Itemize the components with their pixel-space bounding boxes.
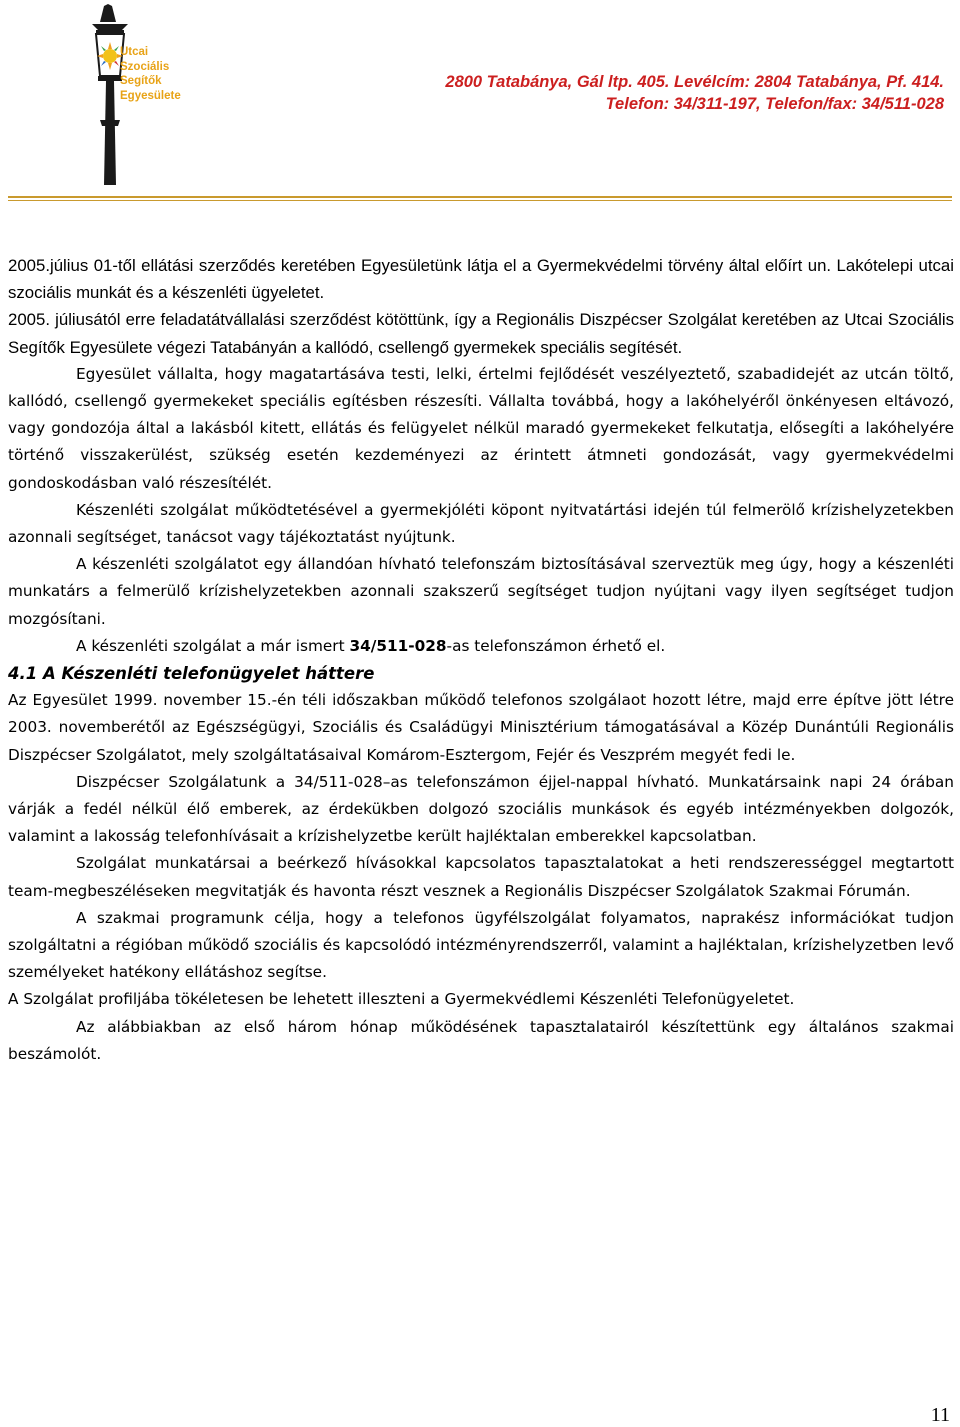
organization-name	[120, 45, 230, 103]
paragraph: Szolgálat munkatársai a beérkező hívásokkal kapcsolatos tapasztalatokat a heti rendszerességgel megtartott team-megbeszéléseken megvitatják és havonta részt vesznek a Regionális Diszpécser Szolgálatok Szakmai Fórumán.	[8, 854, 954, 900]
phone-line: Telefon: 34/311-197, Telefon/fax: 34/511-028	[605, 95, 944, 113]
org-name-line: Segítők	[120, 75, 162, 87]
letterhead	[0, 0, 960, 200]
section-number: 4.1	[8, 664, 38, 684]
phone-number: 34/511-028	[349, 636, 447, 655]
paragraph: Egyesület vállalta, hogy magatartásáva testi, lelki, értelmi fejlődését veszélyeztető, szabadidejét az utcán töltő, kallódó, csellengő gyermekeket speciális egítésben részesíti. Vállalta továbbá, hogy a lakóhelyéről önkényesen eltávozó, vagy gondozója által a lakásból kitett, ellátás és felügyelet nélkül maradó gyermekeket felkutatja, elősegíti a lakóhelyére történő visszakerülést, szükség esetén kezdeményezi az érintett átmneti gondozását, vagy gyermekvédelmi gondoskodásban való részesítélét.	[8, 364, 954, 492]
paragraph: A szakmai programunk célja, hogy a telefonos ügyfélszolgálat folyamatos, naprakész információkat tudjon szolgáltatni a régióban működő szociális és kapcsolódó intézményrendszerről, valamint a hajléktalan, krízishelyzetben levő személyeket hatékony ellátáshoz segítse.	[8, 908, 954, 982]
paragraph: A Szolgálat profiljába tökéletesen be lehetett illeszteni a Gyermekvédlemi Készenléti Telefonügyeletet.	[8, 990, 795, 1009]
paragraph: Készenléti szolgálat működtetésével a gyermekjóléti köpont nyitvatártási idején túl felmerölő krízishelyzetekben azonnali segítséget, tanácsot vagy tájékoztatást nyújtunk.	[8, 500, 954, 547]
text-run: A készenléti szolgálat a már ismert	[76, 636, 350, 655]
section-title: A Készenléti telefonügyelet háttere	[37, 664, 375, 684]
org-name-line: Szociális	[120, 60, 170, 73]
header-divider	[8, 200, 952, 201]
page-number: 11	[930, 1404, 950, 1426]
header-divider	[8, 196, 952, 198]
org-name-line: Utcai	[120, 46, 149, 58]
org-name-line: Egyesülete	[120, 89, 181, 102]
paragraph: Az Egyesület 1999. november 15.-én téli időszakban működő telefonos szolgálaot hozott létre, majd erre építve jött létre 2003. novemberétől az Egészségügyi, Szociális és Családügyi Minisztérium támogatásával a Közép Dunántúli Regionális Diszpécser Szolgálatot, mely szolgáltatásaival Komárom-Esztergom, Fejér és Veszprém megyét fedi le.	[8, 691, 954, 764]
paragraph: 2005. júliusától erre feladatátvállalási szerződést kötöttünk, így a Regionális Diszpécser Szolgálat keretében az Utcai Szociális Segítők Egyesülete végezi Tatabányán a kallódó, csellengő gyermekek speciális segítését.	[8, 310, 954, 357]
paragraph: Az alábbiakban az első három hónap működésének tapasztalatairól készítettünk egy általános szakmai beszámolót.	[8, 1017, 954, 1063]
paragraph: 2005.július 01-től ellátási szerződés keretében Egyesületünk látja el a Gyermekvédelmi törvény által előírt un. Lakótelepi utcai szociális munkát és a készenléti ügyeletet.	[8, 256, 954, 303]
section-heading	[8, 660, 954, 687]
text-run: -as telefonszámon érhető el.	[446, 636, 666, 655]
paragraph	[8, 633, 954, 660]
paragraph: Diszpécser Szolgálatunk a 34/511-028–as telefonszámon éjjel-nappal hívható. Munkatársaink napi 24 órában várják a fedél nélkül élő emberek, az érdekükben dolgozó szociális munkások és egyéb intézményekben dolgozók, valamint a lakosság telefonhívásait a krízishelyzetbe került hajléktalan emberekkel kapcsolatban.	[8, 772, 954, 846]
paragraph: A készenléti szolgálatot egy állandóan hívható telefonszám biztosításával szerveztük meg úgy, hogy a készenléti munkatárs a felmerülő krízishelyzetekben azonnali szakszerű segítséget tudjon nyújtani vagy ilyen segítséget tudjon mozgósítani.	[8, 555, 954, 628]
contact-info	[445, 71, 944, 115]
address-line: 2800 Tatabánya, Gál ltp. 405. Levélcím: 2804 Tatabánya, Pf. 414.	[445, 73, 944, 91]
document-body	[8, 252, 954, 1068]
